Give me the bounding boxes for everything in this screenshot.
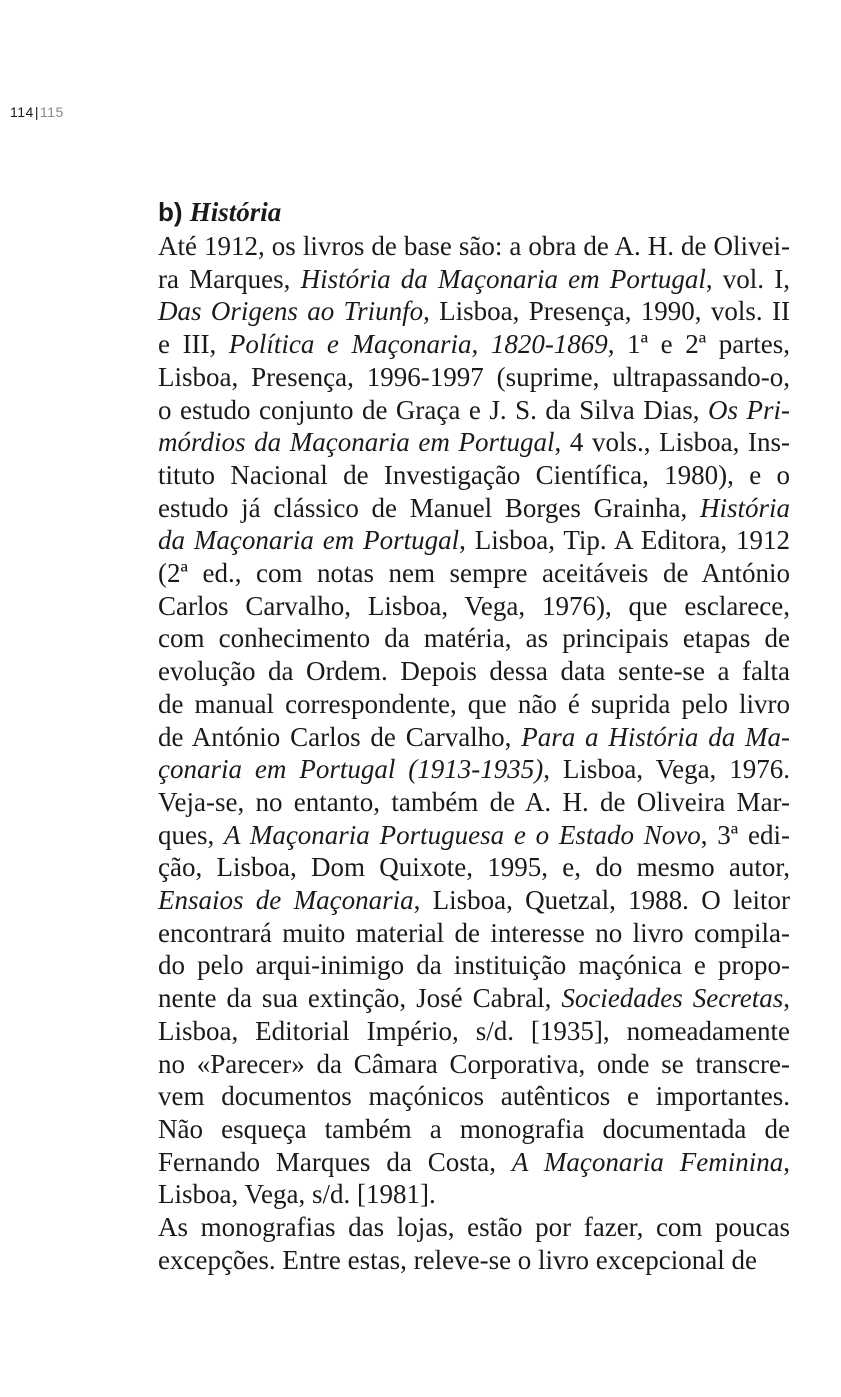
text-run: 1ª e 2ª partes, bbox=[614, 329, 790, 360]
italic-title: Das Origens ao Triunfo bbox=[158, 296, 424, 327]
page-folio bbox=[10, 104, 64, 120]
italic-title: A Maçonaria Feminina bbox=[511, 1146, 784, 1177]
text-run: Veja-se, no entanto, também de A. H. de Oliveira Mar- bbox=[158, 786, 790, 817]
text-line bbox=[158, 982, 790, 1015]
text-line bbox=[158, 851, 790, 884]
text-line bbox=[158, 1015, 790, 1048]
text-run: ra Marques, bbox=[158, 263, 301, 294]
italic-title: A Maçonaria Portuguesa e o Estado Novo bbox=[224, 819, 701, 850]
text-run: , Lisboa, Vega, 1976. bbox=[543, 754, 790, 785]
text-run: , Lisboa, Tip. A Editora, 1912 bbox=[459, 525, 790, 556]
text-run: de manual correspondente, que não é suprida pelo livro bbox=[158, 688, 790, 719]
text-line bbox=[158, 688, 790, 721]
text-run: Lisboa, Vega, s/d. [1981]. bbox=[158, 1179, 436, 1210]
text-line bbox=[158, 459, 790, 492]
text-run: Fernando Marques da Costa, bbox=[158, 1146, 512, 1177]
text-line bbox=[158, 1178, 790, 1211]
text-run: , vol. I, bbox=[705, 263, 790, 294]
text-run: do pelo arqui-inimigo da instituição maçónica e propo- bbox=[158, 950, 790, 981]
folio-left: 114 bbox=[10, 104, 34, 120]
text-line bbox=[158, 426, 790, 459]
text-line bbox=[158, 328, 790, 361]
text-run: As monografias das lojas, estão por fazer, com poucas bbox=[158, 1212, 790, 1243]
text-line bbox=[158, 1080, 790, 1113]
body-text bbox=[158, 230, 790, 1277]
text-line bbox=[158, 917, 790, 950]
text-run: vem documentos maçónicos autênticos e importantes. bbox=[158, 1081, 790, 1112]
text-run: excepções. Entre estas, releve-se o livro excepcional de bbox=[158, 1244, 757, 1275]
text-run: (2ª ed., com notas nem sempre aceitáveis de António bbox=[158, 558, 790, 589]
folio-separator: | bbox=[34, 104, 39, 120]
italic-title: História da Maçonaria em Portugal bbox=[300, 263, 706, 294]
text-line bbox=[158, 394, 790, 427]
section-title: História bbox=[189, 197, 282, 227]
text-line bbox=[158, 492, 790, 525]
text-run: , bbox=[783, 1146, 791, 1177]
text-run: Lisboa, Presença, 1996-1997 (suprime, ultrapassando-o, bbox=[158, 361, 790, 392]
text-line bbox=[158, 524, 790, 557]
text-run: Até 1912, os livros de base são: a obra de A. H. de Olivei- bbox=[158, 231, 790, 261]
italic-title: História bbox=[699, 492, 790, 523]
text-line bbox=[158, 786, 790, 819]
text-run: no «Parecer» da Câmara Corporativa, onde se transcre- bbox=[158, 1048, 790, 1079]
text-line bbox=[158, 295, 790, 328]
text-line bbox=[158, 557, 790, 590]
text-run: , 4 vols., Lisboa, Ins- bbox=[554, 427, 790, 458]
text-run: Lisboa, Editorial Império, s/d. [1935], nomeadamente bbox=[158, 1015, 790, 1046]
text-run: , bbox=[783, 983, 790, 1014]
italic-title: Os Pri- bbox=[708, 394, 791, 425]
text-run: tituto Nacional de Investigação Científica, 1980), e o bbox=[158, 459, 790, 490]
text-line bbox=[158, 655, 790, 688]
italic-title: çonaria em Portugal (1913-1935) bbox=[158, 754, 544, 785]
text-line bbox=[158, 263, 790, 296]
italic-title: Para a História da Ma- bbox=[521, 721, 790, 752]
text-line bbox=[158, 590, 790, 623]
text-line bbox=[158, 721, 790, 754]
text-run: , Lisboa, Quetzal, 1988. O leitor bbox=[413, 885, 790, 916]
text-run: ques, bbox=[158, 819, 225, 850]
text-run: Carlos Carvalho, Lisboa, Vega, 1976), que esclarece, bbox=[158, 590, 790, 621]
text-run: ção, Lisboa, Dom Quixote, 1995, e, do mesmo autor, bbox=[158, 852, 790, 883]
text-run: o estudo conjunto de Graça e J. S. da Silva Dias, bbox=[158, 394, 709, 425]
text-run: de António Carlos de Carvalho, bbox=[158, 721, 522, 752]
text-run: e III, bbox=[158, 329, 229, 360]
text-line bbox=[158, 622, 790, 655]
text-line bbox=[158, 949, 790, 982]
text-run: , 3ª edi- bbox=[700, 819, 790, 850]
text-run: evolução da Ordem. Depois dessa data sente-se a falta bbox=[158, 656, 790, 687]
text-run: encontrará muito material de interesse no livro compila- bbox=[158, 917, 790, 948]
text-run: , Lisboa, Presença, 1990, vols. II bbox=[423, 296, 790, 327]
italic-title: Sociedades Secretas bbox=[561, 983, 784, 1014]
text-run: com conhecimento da matéria, as principais etapas de bbox=[158, 623, 790, 654]
italic-title: da Maçonaria em Portugal bbox=[158, 525, 460, 556]
italic-title: Ensaios de Maçonaria bbox=[158, 885, 414, 916]
folio-right: 115 bbox=[39, 104, 64, 120]
text-line bbox=[158, 753, 790, 786]
text-line bbox=[158, 361, 790, 394]
text-line bbox=[158, 1244, 790, 1277]
text-run: nente da sua extinção, José Cabral, bbox=[158, 983, 562, 1014]
section-marker: b) bbox=[158, 197, 183, 227]
text-line bbox=[158, 1048, 790, 1081]
text-run: Não esqueça também a monografia documentada de bbox=[158, 1113, 790, 1144]
text-line bbox=[158, 1146, 790, 1179]
text-line bbox=[158, 819, 790, 852]
italic-title: mórdios da Maçonaria em Portugal bbox=[158, 427, 555, 458]
text-line bbox=[158, 884, 790, 917]
text-line bbox=[158, 1211, 790, 1244]
text-line bbox=[158, 230, 790, 263]
section-heading bbox=[158, 196, 281, 228]
italic-title: Política e Maçonaria, 1820-1869, bbox=[228, 329, 615, 360]
text-line bbox=[158, 1113, 790, 1146]
text-run: estudo já clássico de Manuel Borges Grainha, bbox=[158, 492, 700, 523]
